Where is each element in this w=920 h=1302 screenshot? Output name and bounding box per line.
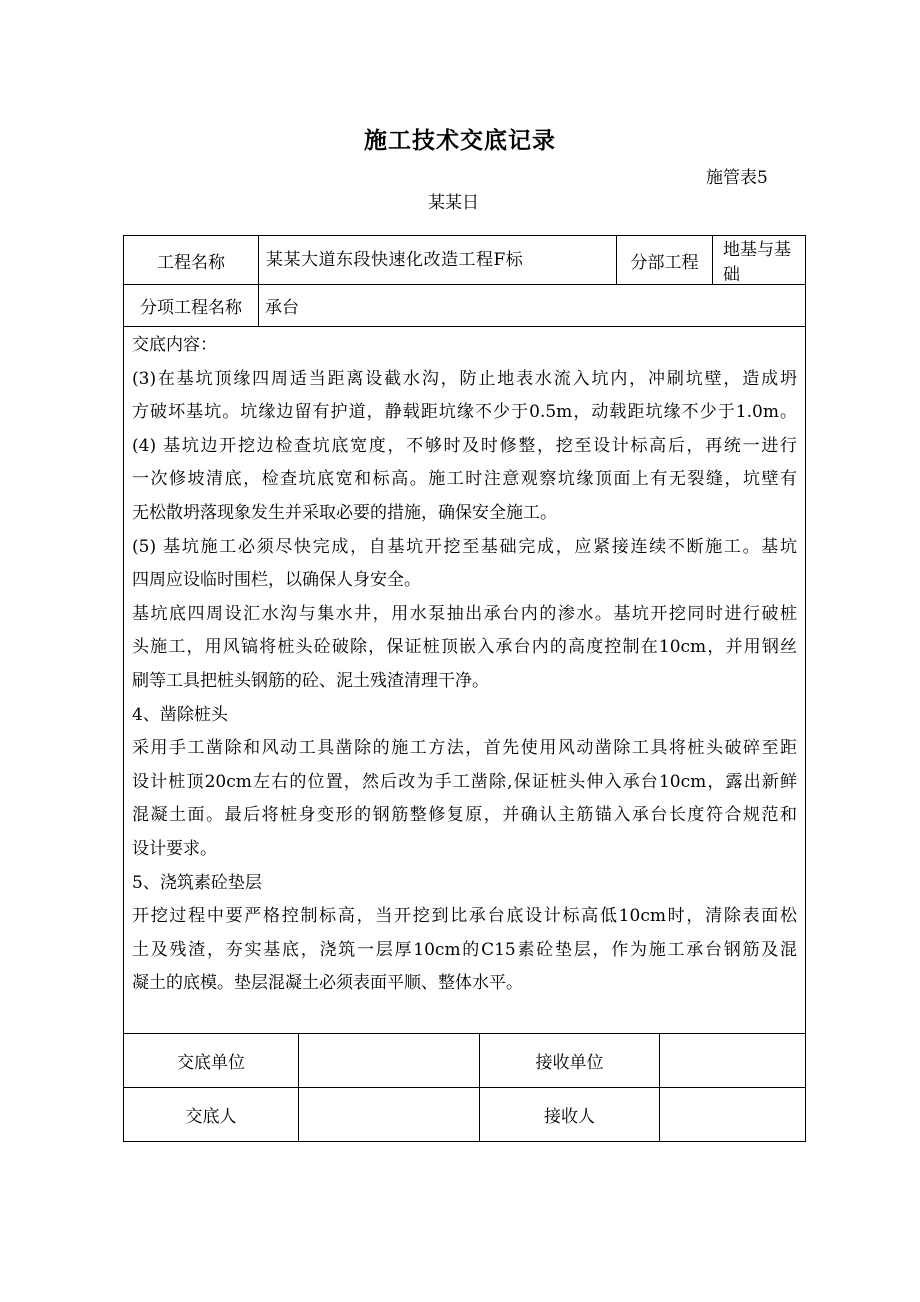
content-line: 无松散坍落现象发生并采取必要的措施，确保安全施工。 bbox=[132, 502, 557, 523]
page-title: 施工技术交底记录 bbox=[364, 128, 556, 154]
content-line: 一次修坡清底，检查坑底宽和标高。施工时注意观察坑缘顶面上有无裂缝，坑壁有 bbox=[132, 469, 797, 490]
handover-person-label: 交底人 bbox=[124, 1088, 299, 1141]
project-row bbox=[124, 236, 805, 285]
content-line: (3)在基坑顶缘四周适当距离设截水沟，防止地表水流入坑内，冲刷坑壁，造成坍 bbox=[132, 368, 797, 389]
subitem-label: 分项工程名称 bbox=[124, 285, 259, 326]
content-line: 采用手工凿除和风动工具凿除的施工方法，首先使用风动凿除工具将桩头破碎至距 bbox=[132, 738, 797, 759]
handover-unit-value bbox=[299, 1034, 480, 1087]
content-line: 刷等工具把桩头钢筋的砼、泥土残渣清理干净。 bbox=[132, 670, 489, 691]
content-line: 开挖过程中要严格控制标高，当开挖到比承台底设计标高低10cm时，清除表面松 bbox=[132, 906, 797, 927]
content-line: 土及残渣，夯实基底，浇筑一层厚10cm的C15素砼垫层，作为施工承台钢筋及混 bbox=[132, 939, 797, 960]
project-name-value: 某某大道东段快速化改造工程F标 bbox=[259, 236, 617, 284]
content-title: 交底内容： bbox=[132, 335, 217, 355]
content-line: 混凝土面。最后将桩身变形的钢筋整修复原，并确认主筋锚入承台长度符合规范和 bbox=[132, 805, 797, 826]
content-line: 方破坏基坑。坑缘边留有护道，静载距坑缘不少于0.5m，动载距坑缘不少于1.0m。 bbox=[132, 402, 797, 423]
content-line: (5) 基坑施工必须尽快完成，自基坑开挖至基础完成，应紧接连续不断施工。基坑 bbox=[132, 536, 797, 557]
subitem-value: 承台 bbox=[265, 298, 299, 318]
person-row bbox=[124, 1088, 805, 1141]
content-line: 设计桩顶20cm左右的位置，然后改为手工凿除,保证桩头伸入承台10cm，露出新鲜 bbox=[132, 771, 797, 792]
date-text: 某某日 bbox=[428, 193, 479, 213]
content-line: 4、凿除桩头 bbox=[132, 704, 228, 725]
handover-person-value bbox=[299, 1088, 480, 1141]
content-lines bbox=[132, 363, 797, 1001]
content-line: 凝土的底模。垫层混凝土必须表面平顺、整体水平。 bbox=[132, 973, 523, 994]
content-line: 5、浇筑素砼垫层 bbox=[132, 872, 262, 893]
handover-unit-label: 交底单位 bbox=[124, 1034, 299, 1087]
project-name-label: 工程名称 bbox=[124, 236, 259, 284]
receiver-person-label: 接收人 bbox=[480, 1088, 660, 1141]
receiver-unit-value bbox=[660, 1034, 805, 1087]
disclosure-content bbox=[124, 327, 805, 1034]
content-line: (4) 基坑边开挖边检查坑底宽度，不够时及时修整，挖至设计标高后，再统一进行 bbox=[132, 435, 797, 456]
content-line: 设计要求。 bbox=[132, 838, 217, 859]
form-number: 施管表5 bbox=[706, 168, 768, 188]
disclosure-table bbox=[123, 235, 806, 1142]
division-label: 分部工程 bbox=[617, 236, 713, 284]
unit-row bbox=[124, 1034, 805, 1088]
division-value: 地基与基础 bbox=[723, 240, 791, 285]
receiver-person-value bbox=[660, 1088, 805, 1141]
content-line: 基坑底四周设汇水沟与集水井，用水泵抽出承台内的渗水。基坑开挖同时进行破桩 bbox=[132, 603, 797, 624]
content-line: 四周应设临时围栏，以确保人身安全。 bbox=[132, 570, 421, 591]
receiver-unit-label: 接收单位 bbox=[480, 1034, 660, 1087]
subitem-row bbox=[124, 285, 805, 327]
content-line: 头施工，用风镐将桩头砼破除，保证桩顶嵌入承台内的高度控制在10cm，并用钢丝 bbox=[132, 637, 797, 658]
